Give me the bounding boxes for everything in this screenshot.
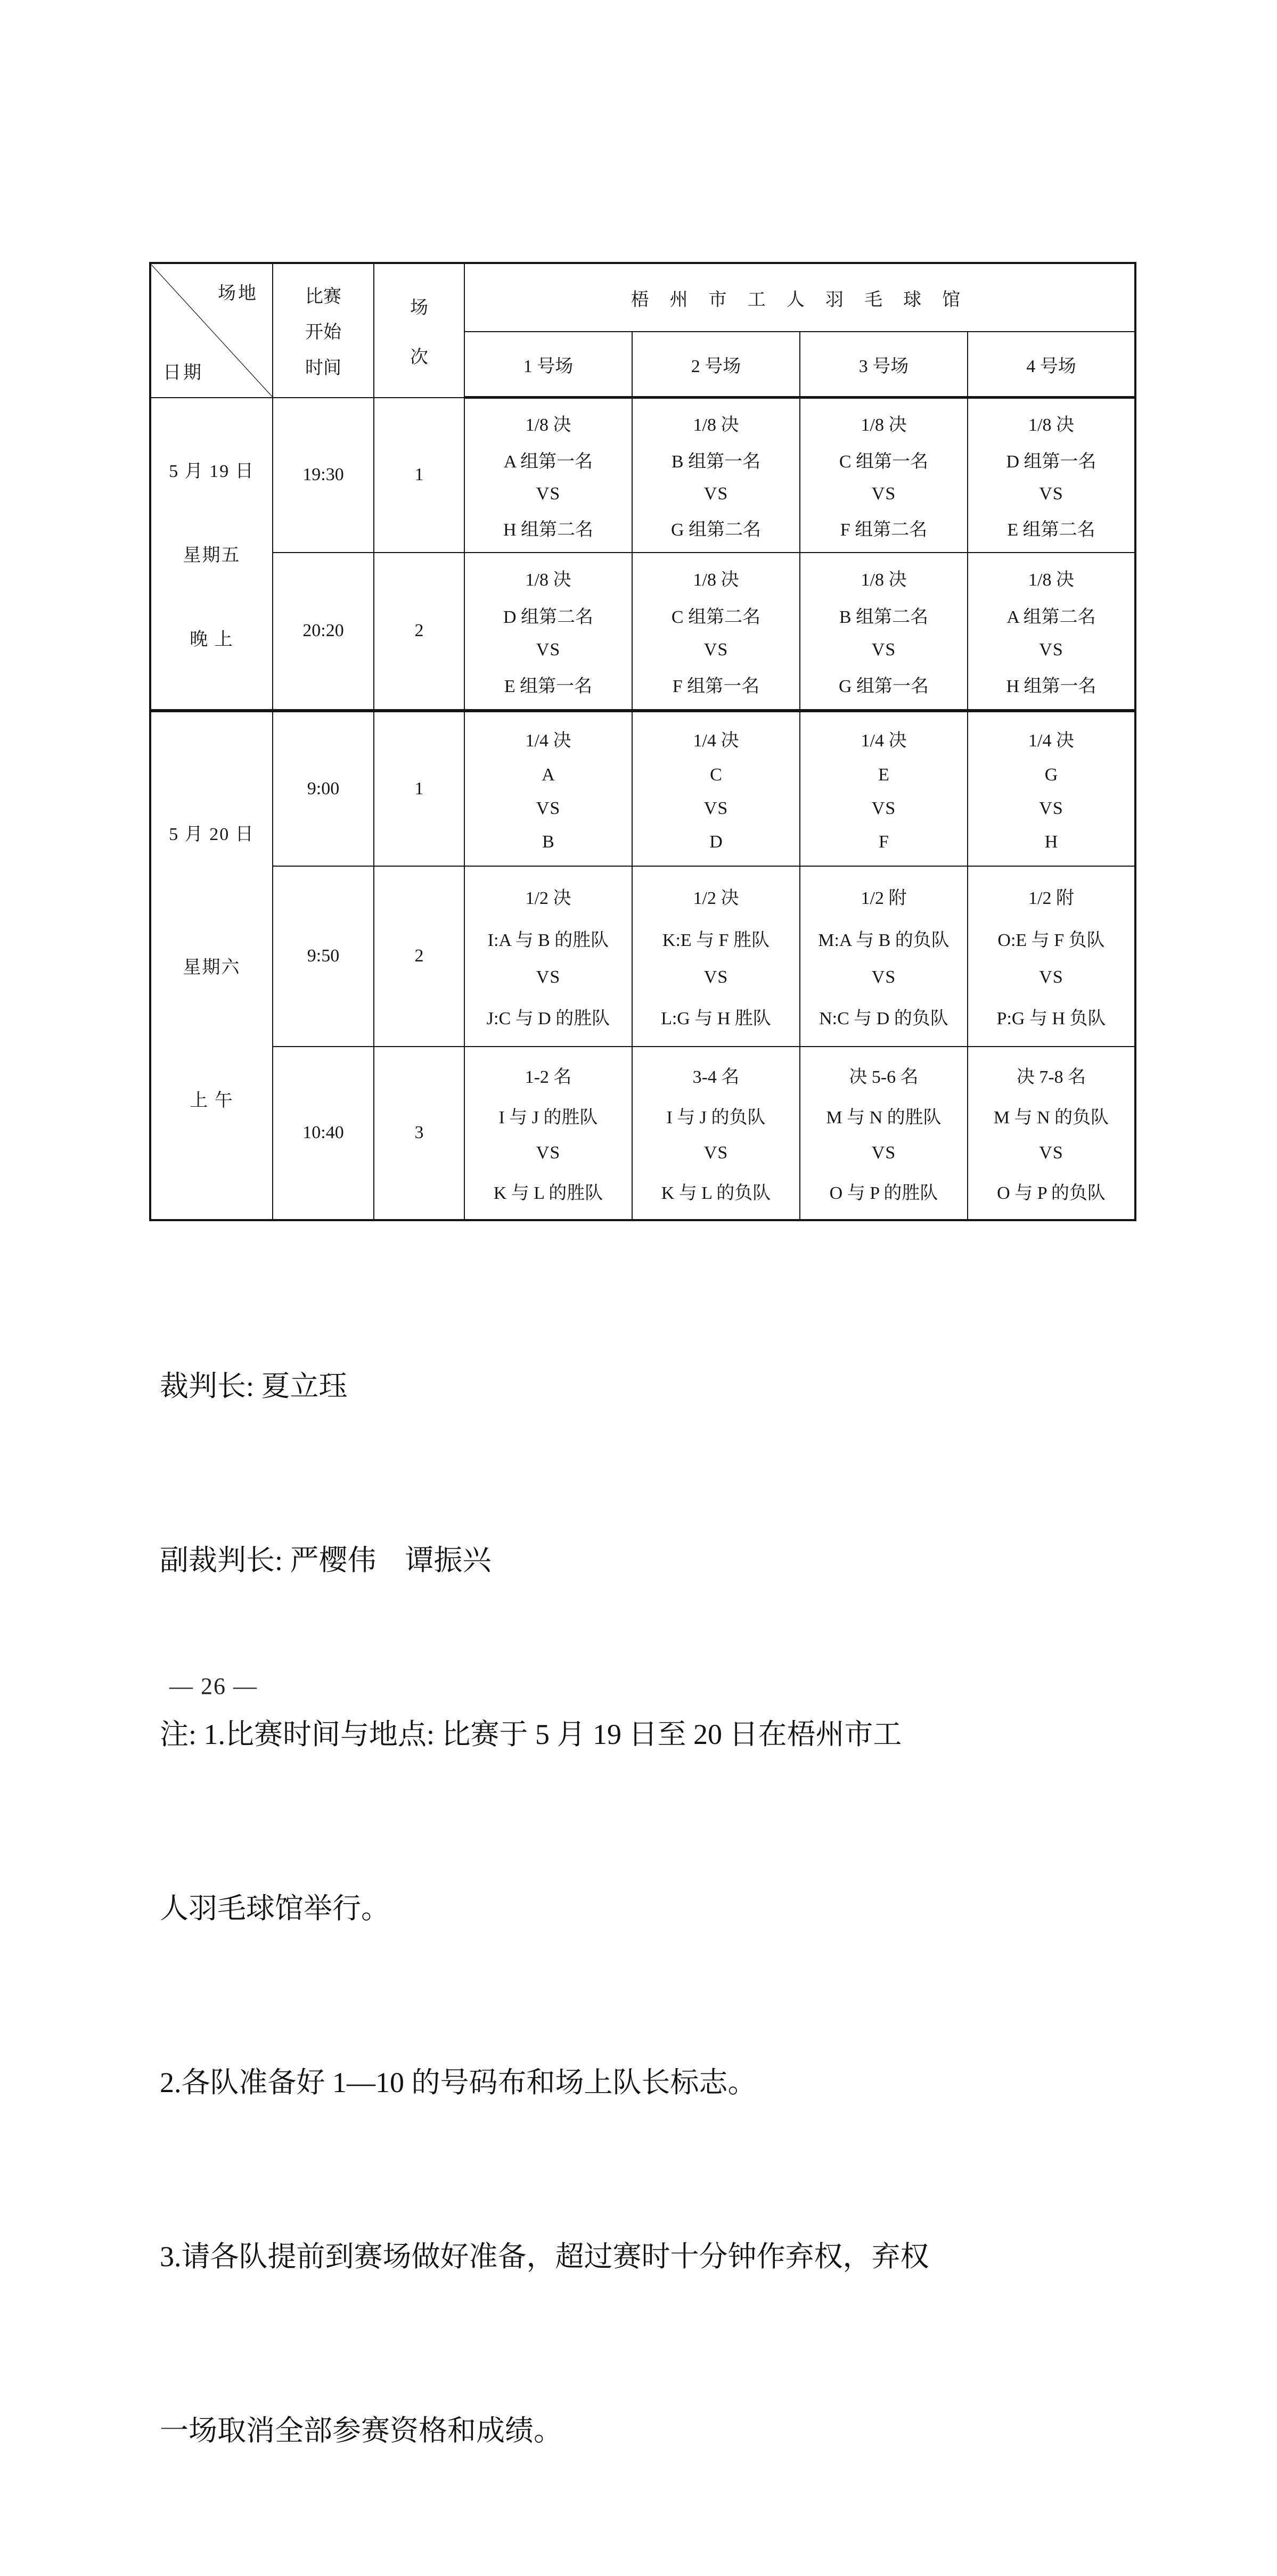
match-team-top: D 组第一名 [1006,452,1096,472]
vs-label: VS [536,798,561,818]
note-line: 注: 1.比赛时间与地点: 比赛于 5 月 19 日至 20 日在梧州市工 [160,1718,902,1750]
vs-label: VS [703,639,728,660]
match-team-bottom: F 组第二名 [840,520,928,540]
match-team-bottom: N:C 与 D 的负队 [819,1009,948,1029]
court-4-header: 4 号场 [968,332,1135,398]
match-team-bottom: P:G 与 H 负队 [996,1009,1106,1029]
match-team-bottom: G 组第二名 [670,520,762,540]
vs-label: VS [871,1143,896,1163]
match-team-top: O:E 与 F 负队 [997,930,1105,950]
match-team-top: M 与 N 的胜队 [826,1107,942,1127]
vs-label: VS [871,967,896,987]
session-cell: 2 [374,866,464,1047]
vs-label: VS [536,483,561,504]
note-line: 一场取消全部参赛资格和成绩。 [160,2415,562,2447]
date-line: 5 月 20 日 [169,824,255,844]
vs-label: VS [1039,798,1063,818]
match-phase: 1/8 决 [861,570,907,590]
match-team-bottom: F [879,832,889,852]
time-cell: 9:00 [273,711,374,867]
notes-block [160,1241,1134,2576]
daypart-line: 晚 上 [190,630,234,650]
match-cell [464,866,632,1047]
match-team-bottom: O 与 P 的胜队 [829,1183,938,1203]
vs-label: VS [1039,967,1063,987]
court-3-header: 3 号场 [800,332,968,398]
match-cell [968,553,1135,710]
match-phase: 1/8 决 [861,415,907,435]
court-2-header: 2 号场 [632,332,800,398]
match-phase: 1/8 决 [1028,570,1074,590]
match-cell [800,398,968,553]
vs-label: VS [703,1143,728,1163]
match-phase: 1/4 决 [693,730,739,751]
time-cell: 20:20 [273,553,374,710]
match-team-bottom: H 组第一名 [1006,676,1096,696]
vs-label: VS [536,639,561,660]
page-number: — 26 — [169,1673,258,1699]
date-line: 5 月 19 日 [169,461,255,481]
match-team-top: G [1044,764,1058,785]
match-cell [800,1047,968,1220]
match-team-top: C 组第二名 [671,607,761,628]
match-phase: 1/8 决 [693,415,739,435]
match-cell [632,1047,800,1220]
match-team-top: M:A 与 B 的负队 [818,930,949,950]
start-time-header-line: 开始 [305,323,341,343]
vs-label: VS [703,483,728,504]
match-phase: 3-4 名 [692,1067,740,1087]
start-time-header-line: 比赛 [305,287,341,307]
match-team-top: A 组第一名 [503,452,593,472]
match-cell [968,866,1135,1047]
match-phase: 1/2 决 [525,888,571,908]
vs-label: VS [871,639,896,660]
match-team-top: I:A 与 B 的胜队 [487,930,609,950]
match-team-top: C 组第一名 [839,452,929,472]
weekday-line: 星期六 [183,958,241,977]
time-cell: 19:30 [273,398,374,553]
match-team-top: C [710,764,722,785]
match-phase: 决 7-8 名 [1016,1067,1086,1087]
referee-line: 裁判长: 夏立珏 [160,1370,348,1402]
match-cell [968,398,1135,553]
session-cell: 1 [374,398,464,553]
session-header-line: 场 [410,298,428,318]
match-team-bottom: O 与 P 的负队 [997,1183,1106,1203]
match-cell [632,866,800,1047]
match-cell [464,711,632,867]
match-team-top: B 组第一名 [671,452,761,472]
note-line: 2.各队准备好 1—10 的号码布和场上队长标志。 [160,2067,757,2098]
match-phase: 1-2 名 [525,1067,572,1087]
match-team-bottom: L:G 与 H 胜队 [661,1009,771,1029]
match-phase: 1/8 决 [693,570,739,590]
match-phase: 决 5-6 名 [849,1067,919,1087]
match-cell [800,866,968,1047]
weekday-line: 星期五 [183,546,241,565]
match-cell [464,398,632,553]
match-cell [632,553,800,710]
match-cell [632,711,800,867]
match-team-top: A 组第二名 [1006,607,1096,628]
match-phase: 1/2 附 [861,888,907,908]
match-team-bottom: K 与 L 的负队 [661,1183,771,1203]
match-phase: 1/4 决 [861,730,907,751]
deputy-referee-line: 副裁判长: 严樱伟 谭振兴 [160,1544,492,1576]
match-cell [464,1047,632,1220]
match-team-bottom: J:C 与 D 的胜队 [486,1009,610,1029]
vs-label: VS [1039,483,1063,504]
vs-label: VS [1039,1143,1063,1163]
match-team-top: D 组第二名 [503,607,594,628]
match-team-top: B 组第二名 [839,607,929,628]
match-team-top: M 与 N 的负队 [993,1107,1109,1127]
match-team-bottom: H 组第二名 [503,520,594,540]
match-phase: 1/4 决 [525,730,571,751]
time-cell: 10:40 [273,1047,374,1220]
corner-date-label: 日期 [163,363,203,383]
vs-label: VS [703,967,728,987]
session-cell: 3 [374,1047,464,1220]
match-phase: 1/4 决 [1028,730,1074,751]
vs-label: VS [871,798,896,818]
match-team-bottom: D [709,832,723,852]
match-cell [464,553,632,710]
match-cell [968,1047,1135,1220]
daypart-line: 上 午 [190,1091,234,1111]
session-cell: 1 [374,711,464,867]
match-team-top: I 与 J 的胜队 [498,1107,598,1127]
match-team-top: A [542,764,555,785]
corner-header-cell [150,263,273,398]
note-line: 3.请各队提前到赛场做好准备，超过赛时十分钟作弃权，弃权 [160,2241,929,2273]
match-team-top: I 与 J 的负队 [666,1107,766,1127]
match-schedule-table [149,262,1136,1221]
court-1-header: 1 号场 [464,332,632,398]
match-cell [968,711,1135,867]
venue-header: 梧 州 市 工 人 羽 毛 球 馆 [464,263,1135,332]
match-team-top: E [878,764,889,785]
session-cell: 2 [374,553,464,710]
match-phase: 1/2 决 [693,888,739,908]
match-phase: 1/8 决 [1028,415,1074,435]
session-header-line: 次 [410,347,428,367]
time-cell: 9:50 [273,866,374,1047]
vs-label: VS [871,483,896,504]
corner-venue-label: 场地 [218,283,258,303]
date-cell [150,711,273,1220]
match-cell [632,398,800,553]
match-cell [800,711,968,867]
match-team-bottom: E 组第一名 [504,676,593,696]
match-team-bottom: G 组第一名 [838,676,929,696]
match-team-bottom: K 与 L 的胜队 [493,1183,603,1203]
match-phase: 1/2 附 [1028,888,1074,908]
vs-label: VS [703,798,728,818]
date-cell [150,398,273,711]
match-team-bottom: E 组第二名 [1007,520,1095,540]
match-team-bottom: H [1044,832,1058,852]
vs-label: VS [536,967,561,987]
note-line: 人羽毛球馆举行。 [160,1892,390,1924]
match-cell [800,553,968,710]
match-phase: 1/8 决 [525,570,571,590]
match-phase: 1/8 决 [525,415,571,435]
start-time-header [273,263,374,398]
match-team-bottom: F 组第一名 [672,676,760,696]
vs-label: VS [1039,639,1063,660]
session-header [374,263,464,398]
match-team-bottom: B [542,832,554,852]
vs-label: VS [536,1143,561,1163]
match-team-top: K:E 与 F 胜队 [662,930,770,950]
start-time-header-line: 时间 [305,358,341,378]
